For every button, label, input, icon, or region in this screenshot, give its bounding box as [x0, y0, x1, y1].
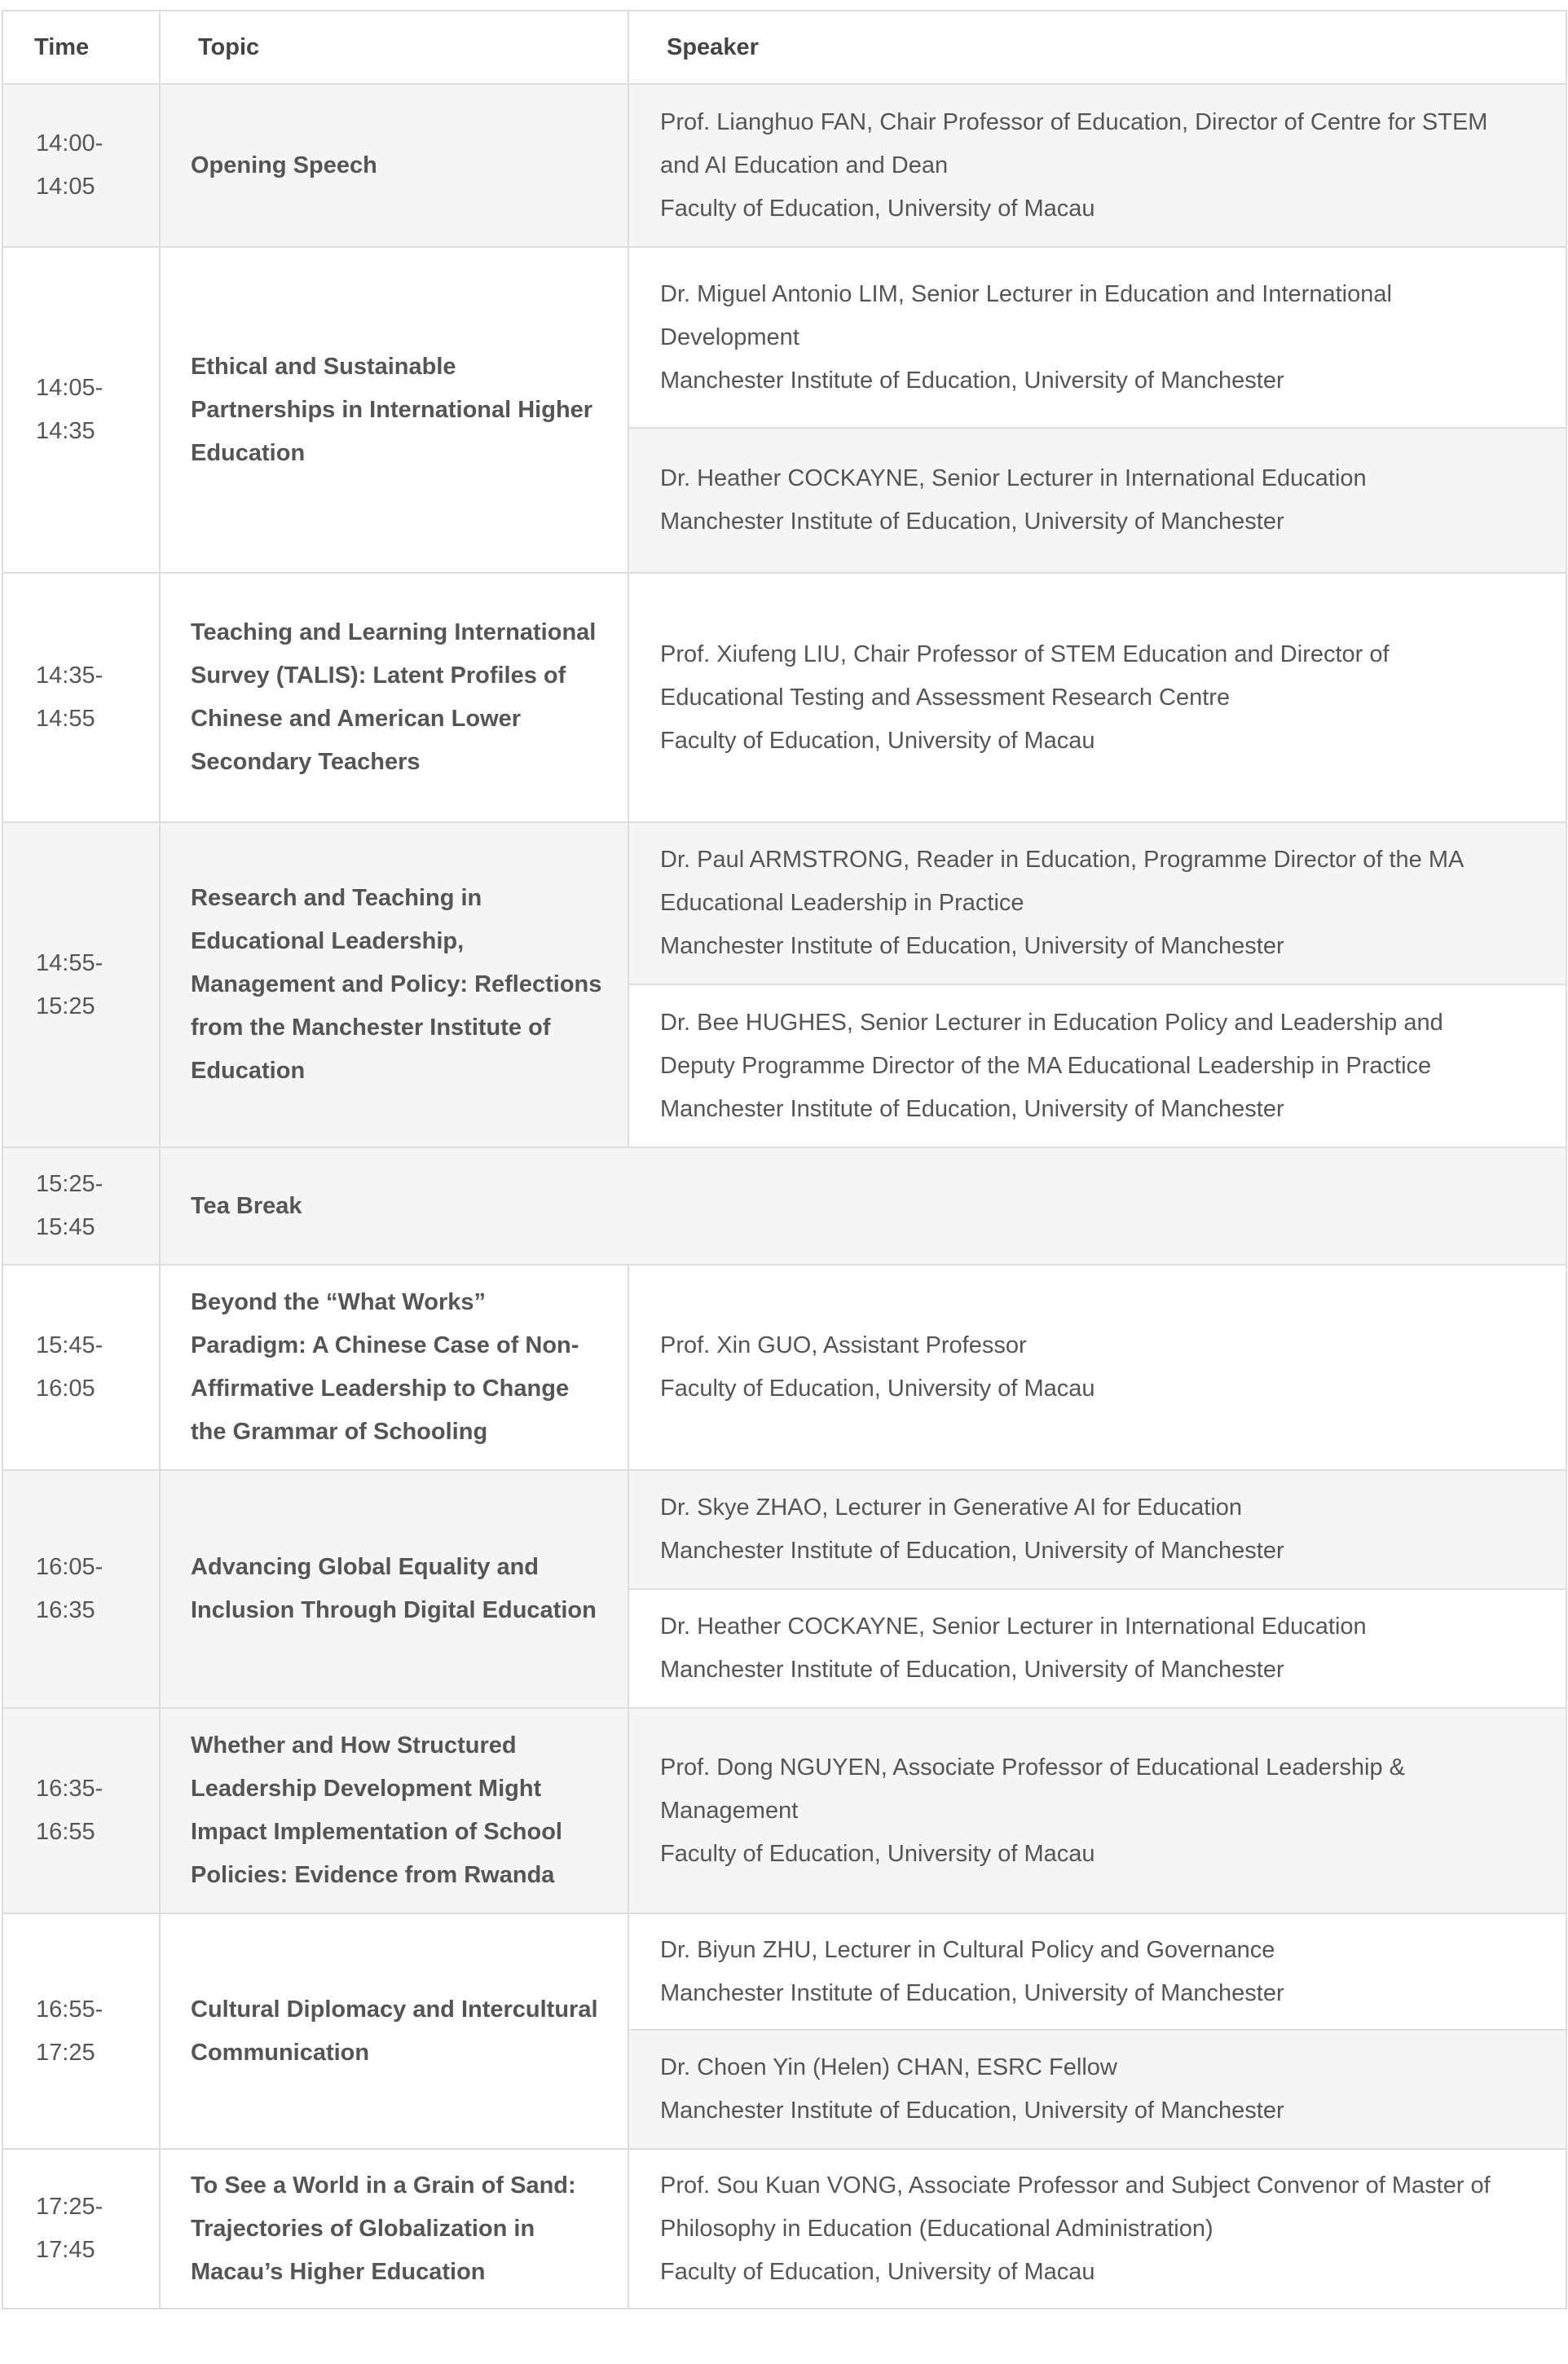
speaker-line: Prof. Xin GUO, Assistant Professor	[660, 1332, 1027, 1358]
time-start: 14:55-	[36, 949, 104, 976]
speaker-line: Manchester Institute of Education, University of Manchester	[660, 933, 1284, 959]
speaker-line: Dr. Biyun ZHU, Lecturer in Cultural Policy and Governance	[660, 1936, 1275, 1963]
table-row	[2, 573, 1566, 822]
speaker-line: Dr. Skye ZHAO, Lecturer in Generative AI for Education	[660, 1495, 1243, 1521]
speaker-line: Manchester Institute of Education, University of Manchester	[660, 1538, 1284, 1564]
table-row	[2, 1147, 1566, 1265]
table-row	[2, 822, 1566, 984]
header-topic: Topic	[160, 11, 628, 84]
time-start: 15:45-	[36, 1332, 104, 1358]
time-end: 17:25	[36, 2039, 95, 2066]
speaker-cell	[628, 84, 1566, 247]
speaker-line: and AI Education and Dean	[660, 152, 949, 178]
speaker-cell	[628, 2030, 1566, 2149]
table-row	[2, 1708, 1566, 1913]
time-cell	[2, 1265, 160, 1470]
speaker-cell	[628, 247, 1566, 428]
speaker-line: Manchester Institute of Education, University of Manchester	[660, 367, 1284, 394]
speaker-line: Faculty of Education, University of Macau	[660, 1840, 1095, 1867]
speaker-line: Dr. Heather COCKAYNE, Senior Lecturer in International Education	[660, 465, 1367, 491]
speaker-line: Dr. Paul ARMSTRONG, Reader in Education, Programme Director of the MA	[660, 847, 1464, 873]
time-end: 16:05	[36, 1376, 95, 1402]
speaker-line: Development	[660, 324, 799, 350]
time-end: 15:45	[36, 1214, 95, 1240]
speaker-line: Faculty of Education, University of Macau	[660, 727, 1095, 754]
speaker-line: Prof. Lianghuo FAN, Chair Professor of Education, Director of Centre for STEM	[660, 108, 1488, 135]
topic-cell: Beyond the “What Works” Paradigm: A Chinese Case of Non-Affirmative Leadership to Change the Grammar of Schooling	[160, 1265, 628, 1470]
speaker-line: Prof. Sou Kuan VONG, Associate Professor and Subject Convenor of Master of	[660, 2172, 1491, 2199]
speaker-cell	[628, 1708, 1566, 1913]
header-time: Time	[2, 11, 160, 84]
speaker-cell	[628, 822, 1566, 984]
speaker-line: Management	[660, 1797, 799, 1824]
header-row	[2, 11, 1566, 84]
speaker-cell	[628, 2149, 1566, 2309]
time-end: 14:55	[36, 706, 95, 732]
speaker-cell	[628, 1470, 1566, 1589]
table-row	[2, 1913, 1566, 2030]
time-cell	[2, 84, 160, 247]
speaker-line: Manchester Institute of Education, University of Manchester	[660, 1657, 1284, 1683]
time-end: 14:05	[36, 174, 95, 200]
topic-cell: Opening Speech	[160, 84, 628, 247]
table-row	[2, 84, 1566, 247]
table-row	[2, 2149, 1566, 2309]
topic-cell: Research and Teaching in Educational Leadership, Management and Policy: Reflections from the Manchester Institute of Education	[160, 822, 628, 1147]
time-cell	[2, 573, 160, 822]
topic-cell: Ethical and Sustainable Partnerships in International Higher Education	[160, 247, 628, 573]
speaker-line: Educational Testing and Assessment Research Centre	[660, 684, 1231, 711]
time-cell	[2, 2149, 160, 2309]
time-start: 14:35-	[36, 663, 104, 689]
topic-cell: Advancing Global Equality and Inclusion Through Digital Education	[160, 1470, 628, 1708]
schedule-table	[2, 10, 1567, 2309]
time-start: 16:05-	[36, 1554, 104, 1580]
time-start: 16:35-	[36, 1776, 104, 1802]
speaker-cell	[628, 1265, 1566, 1470]
speaker-line: Faculty of Education, University of Macau	[660, 195, 1095, 222]
time-cell	[2, 1708, 160, 1913]
time-start: 16:55-	[36, 1996, 104, 2023]
time-end: 16:35	[36, 1597, 95, 1623]
speaker-cell	[628, 428, 1566, 573]
table-row	[2, 247, 1566, 428]
speaker-line: Faculty of Education, University of Macau	[660, 1376, 1095, 1402]
speaker-line: Manchester Institute of Education, University of Manchester	[660, 2098, 1284, 2124]
speaker-line: Dr. Choen Yin (Helen) CHAN, ESRC Fellow	[660, 2054, 1117, 2080]
topic-cell: Teaching and Learning International Survey (TALIS): Latent Profiles of Chinese and American Lower Secondary Teachers	[160, 573, 628, 822]
speaker-line: Educational Leadership in Practice	[660, 890, 1024, 916]
time-start: 17:25-	[36, 2194, 104, 2220]
time-cell	[2, 247, 160, 573]
speaker-line: Dr. Miguel Antonio LIM, Senior Lecturer in Education and International	[660, 280, 1392, 307]
table-row	[2, 1265, 1566, 1470]
time-cell	[2, 1470, 160, 1708]
time-end: 14:35	[36, 418, 95, 444]
speaker-cell	[628, 1589, 1566, 1708]
time-end: 16:55	[36, 1819, 95, 1845]
speaker-line: Manchester Institute of Education, University of Manchester	[660, 1095, 1284, 1122]
speaker-cell	[628, 1913, 1566, 2030]
topic-cell: Tea Break	[160, 1147, 1566, 1265]
time-start: 14:05-	[36, 375, 104, 401]
time-end: 15:25	[36, 993, 95, 1019]
speaker-line: Manchester Institute of Education, University of Manchester	[660, 1979, 1284, 2006]
time-cell	[2, 1147, 160, 1265]
speaker-line: Manchester Institute of Education, University of Manchester	[660, 508, 1284, 535]
speaker-line: Dr. Heather COCKAYNE, Senior Lecturer in International Education	[660, 1613, 1367, 1640]
header-speaker: Speaker	[628, 11, 1566, 84]
time-cell	[2, 1913, 160, 2149]
speaker-line: Deputy Programme Director of the MA Educational Leadership in Practice	[660, 1052, 1432, 1079]
table-row	[2, 1470, 1566, 1589]
time-start: 15:25-	[36, 1171, 104, 1197]
topic-cell: To See a World in a Grain of Sand: Trajectories of Globalization in Macau’s Higher Education	[160, 2149, 628, 2309]
time-start: 14:00-	[36, 130, 104, 156]
speaker-cell	[628, 573, 1566, 822]
speaker-line: Faculty of Education, University of Macau	[660, 2258, 1095, 2285]
time-cell	[2, 822, 160, 1147]
speaker-line: Dr. Bee HUGHES, Senior Lecturer in Education Policy and Leadership and	[660, 1009, 1443, 1036]
topic-cell: Whether and How Structured Leadership Development Might Impact Implementation of School Policies: Evidence from Rwanda	[160, 1708, 628, 1913]
time-end: 17:45	[36, 2237, 95, 2263]
speaker-line: Prof. Xiufeng LIU, Chair Professor of STEM Education and Director of	[660, 641, 1390, 667]
speaker-cell	[628, 984, 1566, 1147]
speaker-line: Philosophy in Education (Educational Administration)	[660, 2215, 1213, 2242]
speaker-line: Prof. Dong NGUYEN, Associate Professor of Educational Leadership &	[660, 1754, 1405, 1781]
topic-cell: Cultural Diplomacy and Intercultural Communication	[160, 1913, 628, 2149]
